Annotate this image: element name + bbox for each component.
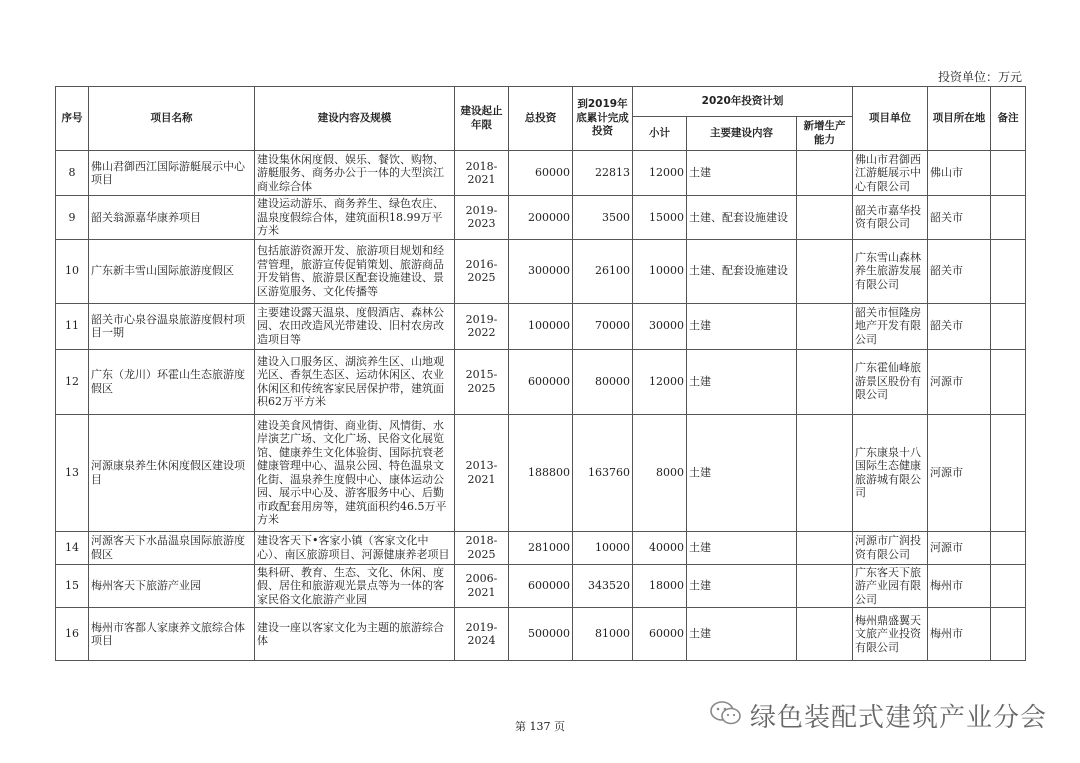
table-row	[56, 239, 1026, 303]
cell-location: 河源市	[928, 531, 991, 564]
cell-content: 建设入口服务区、湖滨养生区、山地观光区、香氛生态区、运动休闲区、农业休闲区和传统客家民居保护带，建筑面积62万平方米	[255, 349, 455, 414]
cell-completed: 70000	[573, 303, 633, 349]
cell-seq: 8	[56, 151, 89, 196]
cell-location: 韶关市	[928, 239, 991, 303]
table-row	[56, 196, 1026, 240]
cell-location: 河源市	[928, 414, 991, 531]
cell-main-content: 土建	[687, 531, 797, 564]
cell-period: 2019-2023	[455, 196, 509, 240]
table-row	[56, 414, 1026, 531]
cell-location: 梅州市	[928, 564, 991, 608]
cell-main-content: 土建、配套设施建设	[687, 196, 797, 240]
cell-content: 包括旅游资源开发、旅游项目规划和经营管理，旅游宣传促销策划、旅游商品开发销售、旅游景区配套设施建设、景区游览服务、文化传播等	[255, 239, 455, 303]
cell-seq: 9	[56, 196, 89, 240]
header-main-content: 主要建设内容	[687, 117, 797, 151]
cell-name: 佛山君御西江国际游艇展示中心项目	[89, 151, 255, 196]
cell-content: 主要建设露天温泉、度假酒店、森林公园、农田改造风光带建设、旧村农房改造项目等	[255, 303, 455, 349]
cell-subtotal: 15000	[633, 196, 687, 240]
cell-total: 500000	[509, 608, 573, 661]
cell-unit: 韶关市恒隆房地产开发有限公司	[853, 303, 928, 349]
cell-total: 60000	[509, 151, 573, 196]
cell-remark	[991, 196, 1026, 240]
cell-period: 2016-2025	[455, 239, 509, 303]
cell-completed: 22813	[573, 151, 633, 196]
cell-seq: 12	[56, 349, 89, 414]
cell-period: 2019-2022	[455, 303, 509, 349]
cell-main-content: 土建	[687, 151, 797, 196]
header-subtotal: 小计	[633, 117, 687, 151]
header-plan2020: 2020年投资计划	[633, 87, 853, 117]
cell-subtotal: 12000	[633, 349, 687, 414]
cell-name: 广东（龙川）环霍山生态旅游度假区	[89, 349, 255, 414]
header-location: 项目所在地	[928, 87, 991, 151]
cell-completed: 81000	[573, 608, 633, 661]
cell-total: 188800	[509, 414, 573, 531]
table-row	[56, 564, 1026, 608]
cell-remark	[991, 303, 1026, 349]
cell-unit: 佛山市君御西江游艇展示中心有限公司	[853, 151, 928, 196]
investment-unit-label: 投资单位：万元	[937, 70, 1022, 84]
cell-remark	[991, 414, 1026, 531]
cell-capacity	[797, 239, 853, 303]
cell-period: 2013-2021	[455, 414, 509, 531]
cell-unit: 广东康泉十八国际生态健康旅游城有限公司	[853, 414, 928, 531]
cell-period: 2015-2025	[455, 349, 509, 414]
cell-location: 韶关市	[928, 196, 991, 240]
table-row	[56, 151, 1026, 196]
header-seq: 序号	[56, 87, 89, 151]
cell-total: 100000	[509, 303, 573, 349]
cell-total: 200000	[509, 196, 573, 240]
header-capacity: 新增生产能力	[797, 117, 853, 151]
cell-seq: 10	[56, 239, 89, 303]
cell-capacity	[797, 608, 853, 661]
cell-period: 2019-2024	[455, 608, 509, 661]
cell-name: 梅州市客都人家康养文旅综合体项目	[89, 608, 255, 661]
cell-content: 建设美食风情街、商业街、风情街、水岸演艺广场、文化广场、民俗文化展览馆、健康养生文化体验街、国际抗衰老健康管理中心、温泉公园、特色温泉文化街、温泉养生度假中心、康体运动公园、展示中心及、游客服务中心、后勤市政配套用房等，建筑面积约46.5万平方米	[255, 414, 455, 531]
cell-period: 2018-2025	[455, 531, 509, 564]
cell-main-content: 土建	[687, 303, 797, 349]
cell-location: 佛山市	[928, 151, 991, 196]
cell-subtotal: 12000	[633, 151, 687, 196]
cell-subtotal: 18000	[633, 564, 687, 608]
cell-location: 韶关市	[928, 303, 991, 349]
cell-unit: 梅州鼎盛翼天文旅产业投资有限公司	[853, 608, 928, 661]
cell-remark	[991, 349, 1026, 414]
cell-main-content: 土建、配套设施建设	[687, 239, 797, 303]
cell-unit: 广东雪山森林养生旅游发展有限公司	[853, 239, 928, 303]
cell-capacity	[797, 564, 853, 608]
cell-remark	[991, 564, 1026, 608]
header-period: 建设起止年限	[455, 87, 509, 151]
cell-name: 河源康泉养生休闲度假区建设项目	[89, 414, 255, 531]
cell-main-content: 土建	[687, 608, 797, 661]
cell-capacity	[797, 414, 853, 531]
cell-main-content: 土建	[687, 414, 797, 531]
cell-completed: 10000	[573, 531, 633, 564]
cell-content: 建设运动游乐、商务养生、绿色农庄、温泉度假综合体，建筑面积18.99万平方米	[255, 196, 455, 240]
header-name: 项目名称	[89, 87, 255, 151]
cell-seq: 16	[56, 608, 89, 661]
header-content: 建设内容及规模	[255, 87, 455, 151]
cell-completed: 3500	[573, 196, 633, 240]
cell-seq: 13	[56, 414, 89, 531]
cell-content: 集科研、教育、生态、文化、休闲、度假、居住和旅游观光景点等为一体的客家民俗文化旅游产业园	[255, 564, 455, 608]
header-remark: 备注	[991, 87, 1026, 151]
cell-seq: 15	[56, 564, 89, 608]
cell-completed: 343520	[573, 564, 633, 608]
header-unit: 项目单位	[853, 87, 928, 151]
cell-capacity	[797, 151, 853, 196]
cell-unit: 韶关市嘉华投资有限公司	[853, 196, 928, 240]
cell-content: 建设客天下•客家小镇（客家文化中心）、南区旅游项目、河源健康养老项目	[255, 531, 455, 564]
cell-remark	[991, 239, 1026, 303]
cell-remark	[991, 608, 1026, 661]
cell-capacity	[797, 196, 853, 240]
cell-name: 梅州客天下旅游产业园	[89, 564, 255, 608]
watermark-text: 绿色装配式建筑产业分会	[750, 703, 1048, 733]
cell-name: 广东新丰雪山国际旅游度假区	[89, 239, 255, 303]
cell-location: 梅州市	[928, 608, 991, 661]
cell-seq: 14	[56, 531, 89, 564]
cell-remark	[991, 531, 1026, 564]
table-row	[56, 303, 1026, 349]
cell-subtotal: 30000	[633, 303, 687, 349]
cell-completed: 26100	[573, 239, 633, 303]
cell-subtotal: 60000	[633, 608, 687, 661]
cell-capacity	[797, 531, 853, 564]
cell-total: 300000	[509, 239, 573, 303]
cell-main-content: 土建	[687, 564, 797, 608]
cell-completed: 163760	[573, 414, 633, 531]
cell-name: 韶关市心泉谷温泉旅游度假村项目一期	[89, 303, 255, 349]
cell-content: 建设集休闲度假、娱乐、餐饮、购物、游艇服务、商务办公于一体的大型滨江商业综合体	[255, 151, 455, 196]
cell-name: 河源客天下水晶温泉国际旅游度假区	[89, 531, 255, 564]
cell-subtotal: 10000	[633, 239, 687, 303]
cell-capacity	[797, 303, 853, 349]
page-number: 第 137 页	[515, 720, 565, 733]
cell-completed: 80000	[573, 349, 633, 414]
header-completed: 到2019年底累计完成投资	[573, 87, 633, 151]
cell-name: 韶关翁源嘉华康养项目	[89, 196, 255, 240]
cell-location: 河源市	[928, 349, 991, 414]
investment-table	[55, 86, 1026, 661]
header-total: 总投资	[509, 87, 573, 151]
cell-unit: 广东客天下旅游产业园有限公司	[853, 564, 928, 608]
table-row	[56, 608, 1026, 661]
cell-subtotal: 40000	[633, 531, 687, 564]
cell-capacity	[797, 349, 853, 414]
cell-unit: 广东霍仙峰旅游景区股份有限公司	[853, 349, 928, 414]
cell-seq: 11	[56, 303, 89, 349]
cell-unit: 河源市广润投资有限公司	[853, 531, 928, 564]
cell-total: 600000	[509, 349, 573, 414]
cell-period: 2018-2021	[455, 151, 509, 196]
cell-subtotal: 8000	[633, 414, 687, 531]
table-row	[56, 349, 1026, 414]
cell-total: 281000	[509, 531, 573, 564]
cell-period: 2006-2021	[455, 564, 509, 608]
cell-remark	[991, 151, 1026, 196]
cell-main-content: 土建	[687, 349, 797, 414]
table-row	[56, 531, 1026, 564]
cell-content: 建设一座以客家文化为主题的旅游综合体	[255, 608, 455, 661]
cell-total: 600000	[509, 564, 573, 608]
